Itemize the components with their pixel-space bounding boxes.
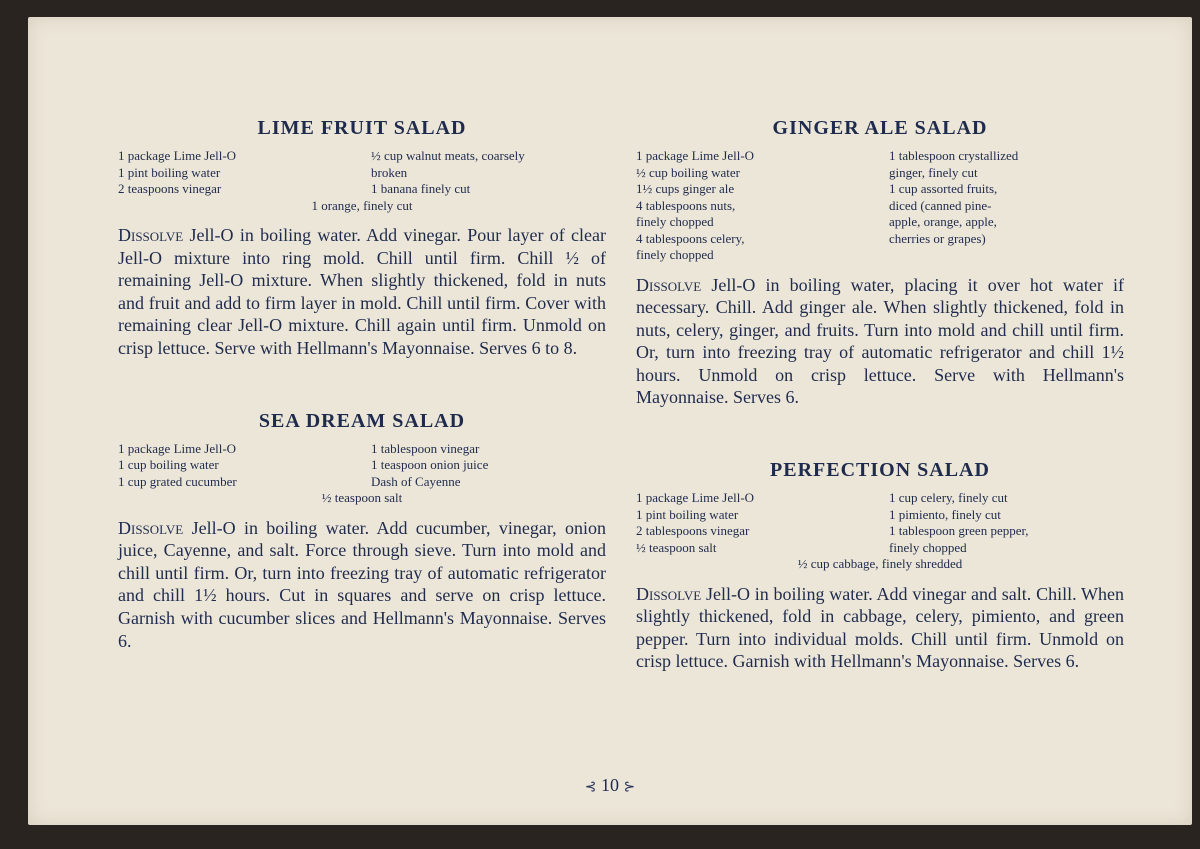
ingredient-item: 1 banana finely cut: [371, 181, 471, 196]
page-number-text: 10: [601, 775, 619, 795]
ingredient-item: 1 tablespoon crystallized ginger, finely cut: [889, 148, 1019, 180]
recipe-instructions: [118, 517, 606, 653]
ingredient-item: 1 pint boiling water: [636, 506, 739, 522]
recipe-instructions: [636, 583, 1124, 673]
ingredient-item: 2 teaspoons vinegar: [118, 181, 222, 196]
instruction-text: Jell-O in boiling water. Add vinegar and salt. Chill. When slightly thickened, fold in cabbage, celery, pimiento, and green pepper. Turn into individual molds. Chill until firm. Unmold on crisp lettuce. Garnish with Hellmann's Mayonnaise. Serves 6.: [636, 583, 1124, 672]
recipe-section: [636, 117, 1124, 409]
recipe-title: GINGER ALE SALAD: [772, 117, 988, 139]
ingredients-list: [636, 490, 1124, 573]
ingredient-item: 1 cup celery, finely cut: [889, 490, 1008, 506]
ingredients-list: [118, 441, 606, 507]
recipe-title: SEA DREAM SALAD: [258, 409, 466, 432]
book-page: [28, 17, 1192, 825]
recipe-section: [118, 410, 606, 653]
right-column: [636, 117, 1124, 691]
recipe-section: [118, 117, 606, 360]
ingredient-item: 1 pint boiling water: [118, 164, 221, 180]
ingredient-item: 2 tablespoons vinegar: [636, 523, 750, 539]
ingredients-column-left: [118, 148, 353, 198]
ingredient-item-centered: ½ teaspoon salt: [321, 490, 403, 506]
recipe-title: LIME FRUIT SALAD: [257, 117, 467, 139]
recipe-instructions: [118, 224, 606, 360]
instruction-text: Jell-O in boiling water. Add cucumber, vinegar, onion juice, Cayenne, and salt. Force through sieve. Turn into mold and chill until firm. Or, turn into freezing tray of automatic refrigerator and chill 1½ hours. Cut in squares and serve on crisp lettuce. Garnish with cucumber slices and Hellmann's Mayonnaise. Serves 6.: [118, 517, 606, 651]
instruction-lead-word: Dissolve: [636, 583, 702, 604]
recipe-title: PERFECTION SALAD: [770, 459, 990, 482]
instruction-lead-word: Dissolve: [118, 225, 184, 245]
ingredient-item: 1 package Lime Jell-O: [118, 148, 237, 163]
ingredients-column-right: [889, 490, 1124, 556]
ingredient-item: 1 package Lime Jell-O: [118, 440, 237, 456]
ingredient-item: ½ teaspoon salt: [636, 539, 717, 555]
ingredient-item: 1 teaspoon onion juice: [371, 457, 489, 473]
ingredient-item: Dash of Cayenne: [371, 473, 461, 489]
recipe-section: [636, 459, 1124, 673]
recipe-instructions: [636, 274, 1124, 410]
ingredient-item: ½ cup walnut meats, coarsely broken: [371, 148, 525, 180]
ingredient-item: 4 tablespoons celery, finely chopped: [636, 230, 745, 262]
page-number: [28, 775, 1192, 796]
ingredients-list: [636, 148, 1124, 264]
ingredient-item: 1 cup boiling water: [118, 457, 219, 473]
ingredients-column-right: [371, 441, 606, 491]
ingredients-column-right: [371, 148, 606, 198]
ingredients-column-right: [889, 148, 1124, 264]
ingredients-column-left: [118, 441, 353, 491]
instruction-text: Jell-O in boiling water. Add vinegar. Pour layer of clear Jell-O mixture into ring mold. Chill until firm. Chill ½ of remaining Jell-O mixture. When slightly thickened, fold in nuts and fruit and add to firm layer in mold. Chill until firm. Cover with remaining clear Jell-O mixture. Chill again until firm. Unmold on crisp lettuce. Serve with Hellmann's Mayonnaise. Serves 6 to 8.: [118, 225, 606, 358]
ingredients-column-left: [636, 490, 871, 556]
ingredient-item: 1 cup grated cucumber: [118, 473, 237, 489]
instruction-lead-word: Dissolve: [118, 517, 184, 538]
ingredient-item: 4 tablespoons nuts, finely chopped: [636, 197, 736, 229]
left-column: [118, 117, 606, 670]
ingredient-item: 1 pimiento, finely cut: [889, 506, 1001, 522]
ingredient-item-centered: 1 orange, finely cut: [311, 197, 413, 213]
instruction-text: Jell-O in boiling water, placing it over hot water if necessary. Chill. Add ginger ale. When slightly thickened, fold in nuts, celery, ginger, and fruits. Turn into mold and chill until firm. Or, turn into freezing tray of automatic refrigerator and chill 1½ hours. Unmold on crisp lettuce. Serve with Hellmann's Mayonnaise. Serves 6.: [636, 274, 1124, 408]
ingredient-item: 1 package Lime Jell-O: [636, 490, 755, 506]
ingredients-column-left: [636, 148, 871, 264]
ingredient-item-centered: ½ cup cabbage, finely shredded: [797, 556, 963, 572]
ornament-left-icon: ⊰: [584, 780, 597, 795]
ingredients-list: [118, 148, 606, 214]
ornament-right-icon: ⊱: [623, 780, 636, 795]
ingredient-item: 1 tablespoon vinegar: [371, 440, 480, 456]
ingredient-item: ½ cup boiling water: [636, 164, 740, 180]
ingredient-item: 1 cup assorted fruits, diced (canned pine- apple, orange, apple, cherries or grapes): [889, 181, 998, 246]
ingredient-item: 1 tablespoon green pepper, finely chopped: [889, 523, 1029, 555]
instruction-lead-word: Dissolve: [636, 274, 702, 295]
ingredient-item: 1½ cups ginger ale: [636, 181, 735, 196]
ingredient-item: 1 package Lime Jell-O: [636, 148, 755, 163]
